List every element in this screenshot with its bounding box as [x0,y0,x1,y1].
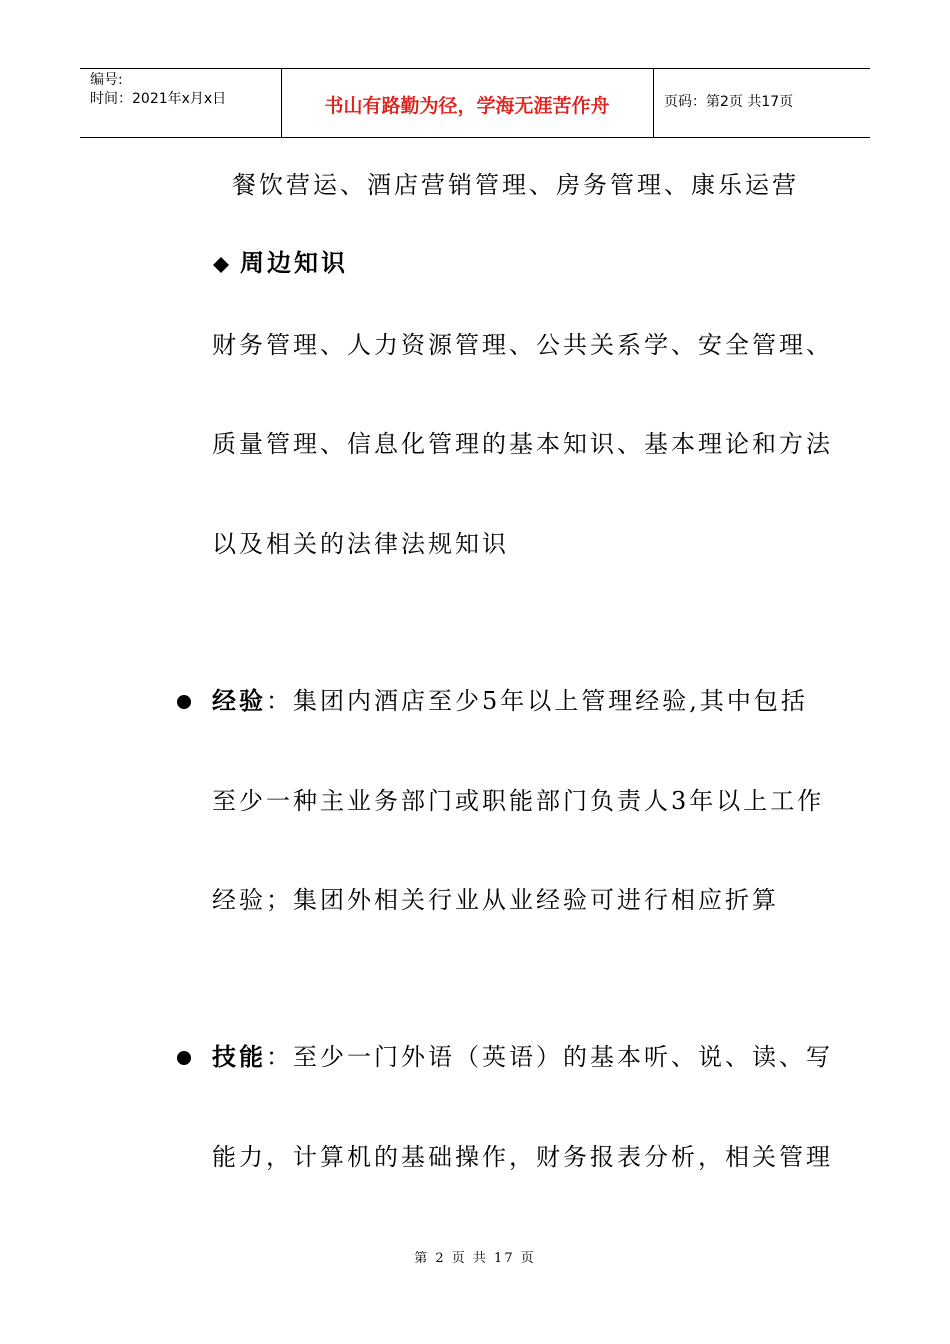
page-footer: 第 2 页 共 17 页 [414,1251,536,1266]
experience-text: ：集团内酒店至少5年以上管理经验,其中包括 [266,687,808,715]
bullet-dot-icon [177,695,191,709]
skills-item [212,1042,833,1072]
page-header [80,68,870,138]
section-heading-peripheral: 周边知识 [240,249,348,277]
diamond-bullet-icon [212,256,230,274]
skills-text: ：至少一门外语（英语）的基本听、说、读、写 [266,1043,833,1071]
skills-label: 技能 [212,1043,266,1071]
text-line: 质量管理、信息化管理的基本知识、基本理论和方法 [212,430,833,458]
document-number-label: 编号: [90,72,123,88]
text-line-top: 餐饮营运、酒店营销管理、房务管理、康乐运营 [232,171,799,199]
header-motto-cell [281,69,654,137]
header-page-cell [654,69,870,137]
text-line: 能力，计算机的基础操作，财务报表分析，相关管理 [212,1143,833,1171]
experience-label: 经验 [212,687,266,715]
experience-item [212,686,808,716]
header-motto: 书山有路勤为径，学海无涯苦作舟 [324,95,610,117]
bullet-dot-icon [177,1051,191,1065]
header-page-number: 页码：第2页 共17页 [664,94,794,110]
header-meta-cell [80,69,282,137]
text-line: 至少一种主业务部门或职能部门负责人3年以上工作 [212,787,825,815]
text-line: 财务管理、人力资源管理、公共关系学、安全管理、 [212,331,833,359]
text-line: 以及相关的法律法规知识 [212,530,509,558]
text-line: 经验；集团外相关行业从业经验可进行相应折算 [212,886,779,914]
document-date-label: 时间：2021年x月x日 [90,91,227,107]
